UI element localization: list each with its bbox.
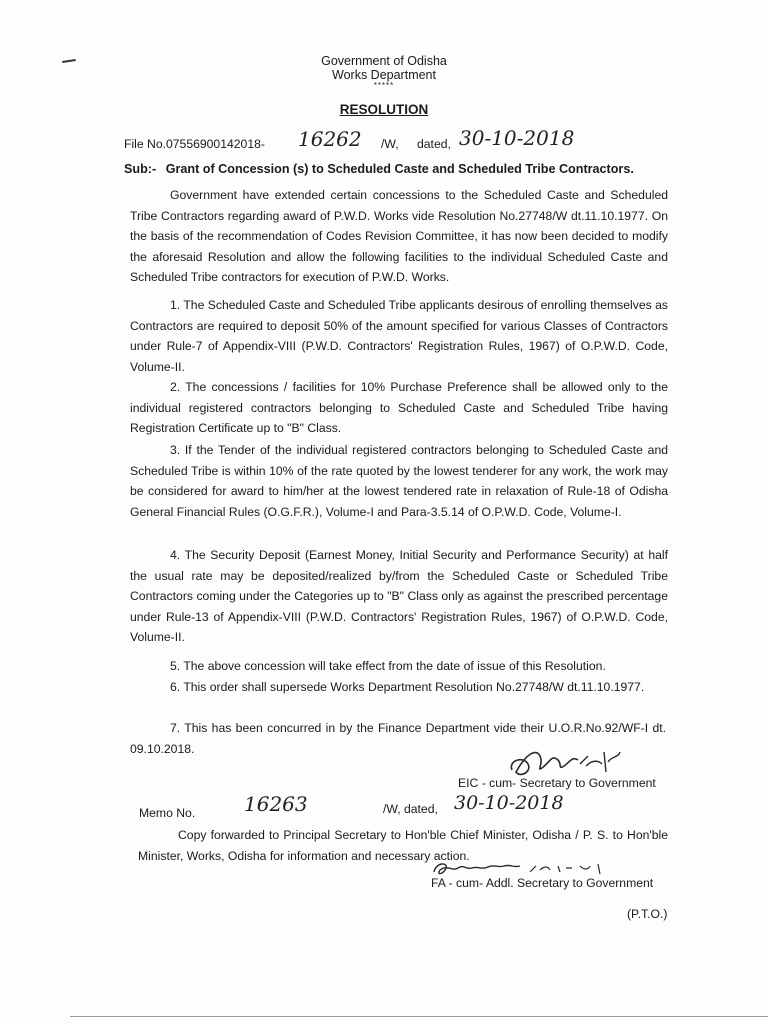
clause-2: 2. The concessions / facilities for 10% Purchase Preference shall be allowed only to the individual registered contractors belonging to Scheduled Caste and Scheduled Tribe having Registration Certificate up to "B" Class. xyxy=(130,380,668,436)
clause-4: 4. The Security Deposit (Earnest Money, Initial Security and Performance Security) at half the usual rate may be deposited/realized by/from the Scheduled Caste or Scheduled Tribe Contractors coming under the Categories up to "B" Class only as against the prescribed percentage under Rule-13 of Appendix-VIII (P.W.D. Contractors' Registration Rules, 1967) of O.P.W.D. Code, Volume-II. xyxy=(130,548,668,645)
file-date-handwritten: 30-10-2018 xyxy=(459,126,575,150)
title-text: RESOLUTION xyxy=(339,102,429,117)
government-header: Government of Odisha xyxy=(321,54,447,68)
intro-paragraph: Government have extended certain concessions to the Scheduled Caste and Scheduled Tribe Contractors regarding award of P.W.D. Works vide Resolution No.27748/W dt.11.10.1977. On the basis of the recommendation of Codes Revision Committee, it has now been decided to modify the aforesaid Resolution and allow the following facilities to the individual Scheduled Caste and Scheduled Tribe contractors for execution of P.W.D. Works. xyxy=(130,188,668,285)
subject-line xyxy=(124,162,634,176)
memo-number-handwritten: 16263 xyxy=(244,792,308,816)
file-number-prefix: File No.07556900142018- xyxy=(124,137,265,151)
clause-3: 3. If the Tender of the individual registered contractors belonging to Scheduled Caste and Scheduled Tribe is within 10% of the rate quoted by the lowest tenderer for any work, the work may be considered for award to him/her at the lowest tendered rate in relaxation of Rule-18 of Odisha General Financial Rules (O.G.F.R.), Volume-I and Para-3.5.14 of O.P.W.D. Code, Volume-I. xyxy=(130,443,668,519)
file-number-handwritten: 16262 xyxy=(298,127,362,151)
subject-label: Sub:- xyxy=(124,162,157,176)
copy-forward-text: Copy forwarded to Principal Secretary to Hon'ble Chief Minister, Odisha / P. S. to Hon'ble Minister, Works, Odisha for information and necessary action. xyxy=(138,828,668,863)
fa-designation: FA - cum- Addl. Secretary to Government xyxy=(431,876,654,890)
dated-label: dated, xyxy=(417,137,451,151)
memo-date-handwritten: 30-10-2018 xyxy=(454,792,564,814)
department-header: Works Department xyxy=(332,68,436,82)
document-title xyxy=(0,102,768,117)
clause-5: 5. The above concession will take effect from the date of issue of this Resolution. xyxy=(170,659,606,673)
eic-designation: EIC - cum- Secretary to Government xyxy=(458,776,656,790)
file-number-suffix: /W, xyxy=(381,137,399,151)
subject-text: Grant of Concession (s) to Scheduled Caste and Scheduled Tribe Contractors. xyxy=(165,162,634,176)
clause-7: 7. This has been concurred in by the Finance Department vide their U.O.R.No.92/WF-I dt. 09.10.2018. xyxy=(130,721,666,756)
header-stars: ***** xyxy=(373,81,395,90)
page-edge-line xyxy=(70,1016,768,1017)
clause-1: 1. The Scheduled Caste and Scheduled Tribe applicants desirous of enrolling themselves as Contractors are required to deposit 50% of the amount specified for various Classes of Contractors under Rule-7 of Appendix-VIII (P.W.D. Contractors' Registration Rules, 1967) of O.P.W.D. Code, Volume-II. xyxy=(130,298,668,374)
pto-note: (P.T.O.) xyxy=(627,907,668,921)
memo-label: Memo No. xyxy=(139,806,196,820)
clause-6: 6. This order shall supersede Works Department Resolution No.27748/W dt.11.10.1977. xyxy=(170,680,645,694)
memo-suffix: /W, dated, xyxy=(383,802,438,816)
